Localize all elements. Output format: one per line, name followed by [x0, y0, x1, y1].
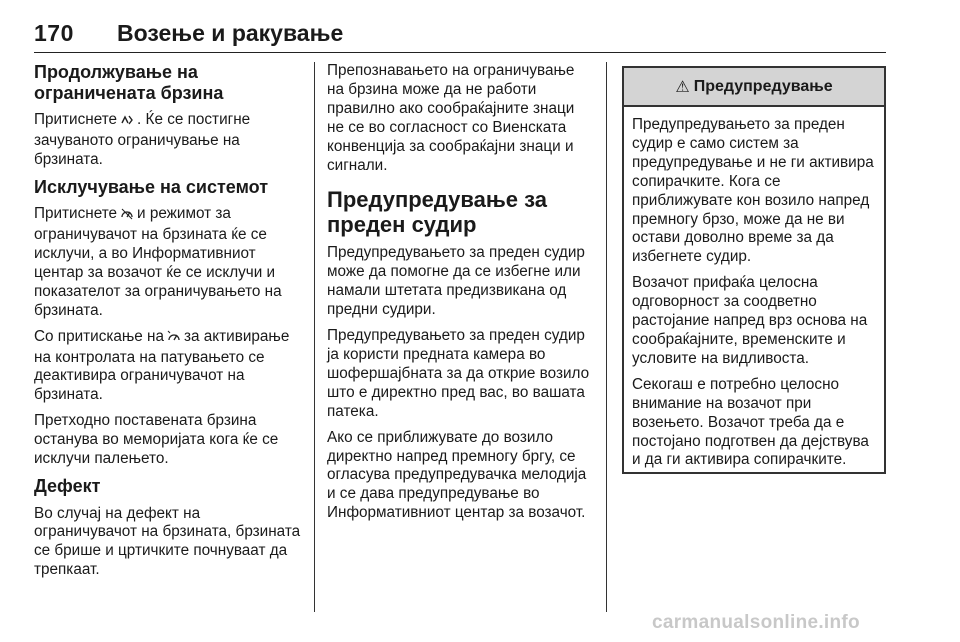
resume-limit-text — [34, 111, 302, 170]
warning-paragraph: Предупредувањето за преден судир е само систем за предупредување и не ги активира сопирачките. Кога се приближувате кон возило напред премногу брзо, може да не ви остави доволно време за да избегнете судир. — [632, 116, 874, 266]
disable-text-end: и режимот за ограничувачот на брзината ќе се исклучи, а во Информативниот центар за возачот ќе се исклучи и показателот за ограничувањето на брзината. — [34, 205, 282, 319]
memory-text: Претходно поставената брзина останува во меморијата кога ќе се исклучи палењето. — [34, 412, 279, 468]
column-divider — [606, 62, 607, 612]
section-disable-system — [34, 177, 302, 469]
warning-header — [624, 68, 884, 107]
resume-text-end: . Ќе се постигне зачуваното ограничување на брзината. — [34, 111, 251, 168]
disable-system-text — [34, 205, 302, 320]
middle-column — [327, 62, 595, 530]
cruise-text-start: Со притискање на — [34, 327, 165, 345]
collision-intro-text: Предупредувањето за преден судир може да помогне да се избегне или намали штетата предизвикана од предни судири. — [327, 244, 585, 319]
warning-paragraph: Секогаш е потребно целосно внимание на возачот при возењето. Возачот треба да е постојано подготвен да дејствува и да ги активира сопирачките. — [632, 375, 869, 469]
page-number: 170 — [34, 20, 74, 46]
cruise-control-icon — [167, 330, 181, 349]
warning-title: Предупредување — [693, 77, 833, 95]
cruise-control-text — [34, 328, 302, 406]
warning-paragraph: Возачот прифаќа целосна одговорност за соодветно растојание напред врз основа на сообраќајните, временските и условите на видливоста. — [632, 274, 868, 367]
warning-body — [624, 107, 884, 470]
warning-box — [622, 66, 886, 474]
disable-system-heading: Исклучување на системот — [34, 176, 269, 197]
section-resume-limit — [34, 62, 302, 170]
watermark: carmanualsonline.info — [652, 612, 860, 633]
warning-triangle-icon: ⚠ — [675, 78, 690, 96]
collision-warning-heading: Предупредување за преден судир — [327, 187, 548, 238]
resume-text-start: Притиснете — [34, 111, 118, 128]
column-divider — [314, 62, 315, 612]
chapter-title: Возење и ракување — [117, 20, 344, 46]
section-fault — [34, 476, 302, 580]
fault-heading: Дефект — [34, 476, 101, 496]
fault-text: Во случај на дефект на ограничувачот на брзината, брзината се брише и цртичките почнуваат да трепкаат. — [34, 504, 301, 579]
collision-camera-text: Предупредувањето за преден судир ја користи предната камера во шофершајбната за да открие возило што е директно пред вас, во вашата патека. — [327, 327, 590, 420]
resume-icon — [120, 113, 134, 132]
speed-limiter-off-icon — [120, 207, 134, 226]
disable-text-start: Притиснете — [34, 205, 118, 223]
collision-alert-text: Ако се приближувате до возило директно напред премногу бргу, се огласува предупредувачка мелодија и се дава предупредување во Информативниот центар за возачот. — [327, 428, 587, 522]
cruise-text-end: за активирање на контролата на патувањето се деактивира ограничувачот на брзината. — [34, 327, 290, 404]
resume-limit-heading: Продолжување на ограничената брзина — [34, 62, 224, 103]
sign-recognition-text: Препознавањето на ограничувањe на брзина може да не работи правилно ако сообраќајните знаци не се во согласност со Виенската конвенција за сообраќајни знаци и сигнали. — [327, 62, 575, 174]
page-header — [34, 12, 886, 53]
left-column — [34, 62, 302, 587]
